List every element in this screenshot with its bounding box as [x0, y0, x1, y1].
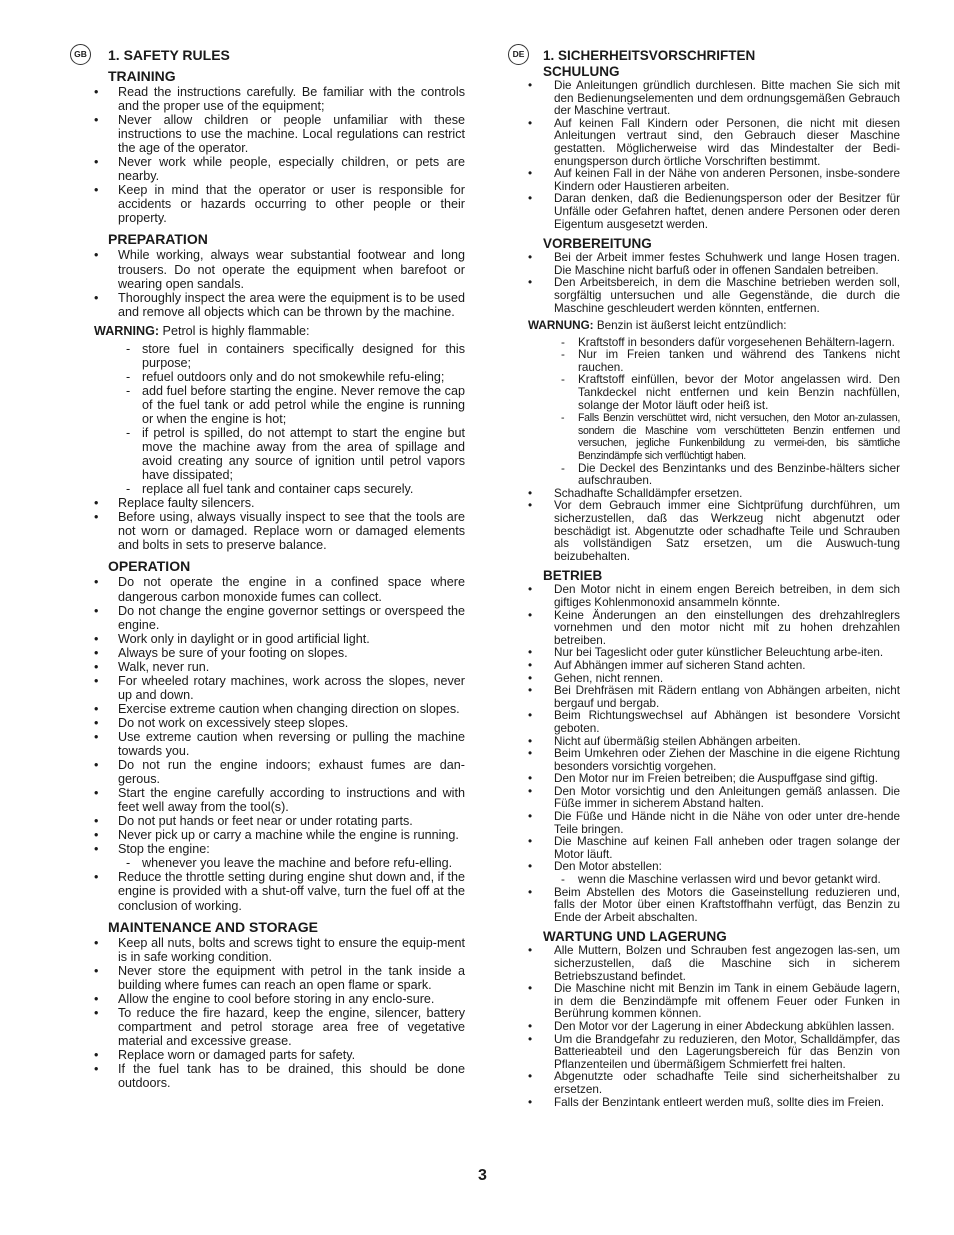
bullet-item: • Keep all nuts, bolts and screws tight to ensure the equip-ment is in safe working condition.: [70, 936, 465, 964]
bullet-item: • Falls der Benzintank entleert werden muß, sollte dies im Freien.: [508, 1097, 900, 1110]
section-heading: OPERATION: [108, 558, 191, 575]
bullet-item: • Alle Muttern, Bolzen und Schrauben fest angezogen las-sen, um sicherzustellen, daß die Maschine sich in sicherem Betriebszustand befindet.: [508, 945, 900, 983]
bullet-item: • Reduce the throttle setting during engine shut down and, if the engine is provided with a shut-off valve, turn the fuel off at the conclusion of working.: [70, 870, 465, 912]
bullet-item: • Schadhafte Schalldämpfer ersetzen.: [508, 488, 900, 501]
bullet-item: • Always be sure of your footing on slopes.: [70, 646, 465, 660]
bullet-item: • Gehen, nicht rennen.: [508, 673, 900, 686]
bullet-item: • Do not change the engine governor settings or overspeed the engine.: [70, 604, 465, 632]
bullet-item: • Exercise extreme caution when changing direction on slopes.: [70, 702, 465, 716]
bullet-item: • Nur bei Tageslicht oder guter künstlicher Beleuchtung arbe-iten.: [508, 647, 900, 660]
bullet-item: • Do not run the engine indoors; exhaust fumes are dan-gerous.: [70, 758, 465, 786]
bullet-item: • Before using, always visually inspect to see that the tools are not worn or damaged. Replace worn or damaged elements and bolts in sets to preserve balance.: [70, 510, 465, 552]
bullet-item: • Walk, never run.: [70, 660, 465, 674]
bullet-item: • Keine Änderungen an den einstellungen des drehzahlreglers vornehmen und den motor nicht mit zu hohen drehzahlen betreiben.: [508, 610, 900, 648]
bullet-item: • Replace worn or damaged parts for safety.: [70, 1048, 465, 1062]
section-training: [70, 69, 465, 225]
language-badge-de: DE: [508, 44, 529, 65]
bullet-item: • Nicht auf übermäßig steilen Abhängen arbeiten.: [508, 736, 900, 749]
dash-item: - if petrol is spilled, do not attempt to start the engine but move the machine away from the area of spillage and avoid creating any source of ignition until petrol vapors have dissipated;: [70, 426, 465, 482]
dash-item: - Nur im Freien tanken und während des Tankens nicht rauchen.: [508, 349, 900, 374]
bullet-item: • Never work while people, especially children, or pets are nearby.: [70, 155, 465, 183]
section-heading: TRAINING: [108, 68, 176, 84]
section-preparation: [70, 232, 465, 552]
dash-item: - Falls Benzin verschüttet wird, nicht versuchen, den Motor an-zulassen, sondern die Maschine vom verschütteten Benzin entfernen und versuchen, jegliche Funkenbildung zu vermei-den, bis sämtliche Benzindämpfe sich verflüchtigt haben.: [508, 412, 900, 462]
bullet-item: • Stop the engine:: [70, 842, 465, 856]
bullet-item: • Die Anleitungen gründlich durchlesen. Bitte machen Sie sich mit den Bedienungselementen und dem ordnungsgemäßen Gebrauch der Maschine vertraut.: [508, 80, 900, 118]
bullet-item: • Do not put hands or feet near or under rotating parts.: [70, 814, 465, 828]
warning-label: WARNUNG:: [528, 319, 594, 333]
bullet-item: • Never allow children or people unfamiliar with these instructions to use the machine. Local regulations can restrict the age of the operator.: [70, 113, 465, 155]
section-list: [70, 69, 465, 1090]
item-list: [508, 945, 900, 1109]
dash-item: - Kraftstoff einfüllen, bevor der Motor angelassen wird. Den Tankdeckel nicht entfernen und kein Benzin nachfüllen, solange der Motor läuft oder heiß ist.: [508, 374, 900, 412]
bullet-item: • Daran denken, daß die Bedienungsperson oder der Besitzer für Unfälle oder Gefahren haftet, denen andere Personen oder deren Eigentum ausgesetzt werden.: [508, 193, 900, 231]
bullet-item: • Work only in daylight or in good artificial light.: [70, 632, 465, 646]
warning-text: Benzin ist äußerst leicht entzündlich:: [593, 319, 787, 333]
bullet-item: • Um die Brandgefahr zu reduzieren, den Motor, Schalldämpfer, das Batterieabteil und den Lagerungsbereich für das Benzin von Pflanzenteilen und übermäßigem Schmierfett frei halten.: [508, 1034, 900, 1072]
bullet-item: • Beim Abstellen des Motors die Gaseinstellung reduzieren und, falls der Motor über einen Kraftstoffhahn verfügt, das Benzin zu Ende der Arbeit abschalten.: [508, 887, 900, 925]
section-betrieb: [508, 568, 900, 924]
bullet-item: • Die Maschine auf keinen Fall anheben oder tragen solange der Motor läuft.: [508, 836, 900, 861]
bullet-item: • Start the engine carefully according to instructions and with feet well away from the tool(s).: [70, 786, 465, 814]
dash-item: - store fuel in containers specifically designed for this purpose;: [70, 342, 465, 370]
dash-item: - replace all fuel tank and container caps securely.: [70, 482, 465, 496]
section-heading: MAINTENANCE AND STORAGE: [108, 918, 319, 935]
dash-item: - add fuel before starting the engine. Never remove the cap of the fuel tank or add petrol while the engine is running or when the engine is hot;: [70, 384, 465, 426]
section-vorbereitung: [508, 236, 900, 563]
section-schulung: [508, 64, 900, 231]
warning-line: [508, 320, 900, 333]
bullet-item: • If the fuel tank has to be drained, this should be done outdoors.: [70, 1062, 465, 1090]
bullet-item: • Abgenutzte oder schadhafte Teile sind sicherheitshalber zu ersetzen.: [508, 1071, 900, 1096]
bullet-item: • Keep in mind that the operator or user is responsible for accidents or hazards occurring to other people or their property.: [70, 183, 465, 225]
bullet-item: • Read the instructions carefully. Be familiar with the controls and the proper use of the equipment;: [70, 85, 465, 113]
bullet-item: • Auf Abhängen immer auf sicheren Stand achten.: [508, 660, 900, 673]
bullet-item: • Replace faulty silencers.: [70, 496, 465, 510]
section-title: 1. SAFETY RULES: [108, 47, 230, 63]
dash-item: - whenever you leave the machine and before refu-elling.: [70, 856, 465, 870]
section-heading: SCHULUNG: [543, 64, 620, 79]
bullet-item: • Den Motor nur im Freien betreiben; die Auspuffgase sind giftig.: [508, 773, 900, 786]
bullet-item: • Den Arbeitsbereich, in dem die Maschine betrieben werden soll, sorgfältig untersuchen und alle Gegenstände, die durch die Maschine geschleudert werden könnten, entfernen.: [508, 277, 900, 315]
bullet-item: • Auf keinen Fall Kindern oder Personen, die nicht mit diesen Anleitungen vertraut sind, den Gebrauch dieser Maschine gestatten. Möglicherweise wird das Mindestalter der Bedi-enungsperson durch örtliche Vorschriften bestimmt.: [508, 118, 900, 168]
item-list: [508, 80, 900, 231]
dash-item: - refuel outdoors only and do not smokewhile refu-eling;: [70, 370, 465, 384]
bullet-item: • Do not operate the engine in a confined space where dangerous carbon monoxide fumes can collect.: [70, 575, 465, 603]
language-badge-gb: GB: [70, 44, 91, 65]
section-title: 1. SICHERHEITSVORSCHRIFTEN: [543, 48, 756, 63]
section-wartung-und-lagerung: [508, 929, 900, 1109]
item-list: [508, 584, 900, 924]
bullet-item: • Die Maschine nicht mit Benzin im Tank in einem Gebäude lagern, in dem die Benzindämpfe mit offenem Feuer oder Funken in Berührung kommen können.: [508, 983, 900, 1021]
bullet-item: • Den Motor abstellen:: [508, 861, 900, 874]
section-heading: BETRIEB: [543, 568, 603, 584]
german-column: [508, 44, 900, 1109]
bullet-item: • Never pick up or carry a machine while the engine is running.: [70, 828, 465, 842]
item-list: [70, 575, 465, 912]
page-number: 3: [478, 1167, 487, 1184]
item-list: [70, 248, 465, 552]
section-list: [508, 64, 900, 1109]
bullet-item: • Beim Umkehren oder Ziehen der Maschine in die eigene Richtung besonders vorsichtig vorgehen.: [508, 748, 900, 773]
warning-label: WARNING:: [94, 323, 160, 338]
warning-text: Petrol is highly flammable:: [159, 323, 310, 338]
section-maintenance-and-storage: [70, 920, 465, 1091]
bullet-item: • While working, always wear substantial footwear and long trousers. Do not operate the equipment when barefoot or wearing open sandals.: [70, 248, 465, 290]
item-list: [70, 936, 465, 1091]
bullet-item: • Bei Drehfräsen mit Rädern entlang von Abhängen arbeiten, nicht bergauf und bergab.: [508, 685, 900, 710]
bullet-item: • Auf keinen Fall in der Nähe von anderen Personen, insbe-sondere Kindern oder Haustieren arbeiten.: [508, 168, 900, 193]
warning-line: [70, 324, 465, 338]
section-heading: VORBEREITUNG: [543, 236, 652, 252]
section-operation: [70, 559, 465, 912]
bullet-item: • Thoroughly inspect the area were the equipment is to be used and remove all objects which can be thrown by the machine.: [70, 291, 465, 319]
bullet-item: • Den Motor vor der Lagerung in einer Abdeckung abkühlen lassen.: [508, 1021, 900, 1034]
bullet-item: • Allow the engine to cool before storing in any enclo-sure.: [70, 992, 465, 1006]
bullet-item: • Vor dem Gebrauch immer eine Sichtprüfung durchführen, um sicherzustellen, daß das Werkzeug nicht abgenutzt oder beschädigt ist. Abgenutzte oder schadhafte Teile und Schrauben als vollständigen Satz ersetzen, um die Auswuch-tung beizubehalten.: [508, 500, 900, 563]
bullet-item: • Do not work on excessively steep slopes.: [70, 716, 465, 730]
bullet-item: • Never store the equipment with petrol in the tank inside a building where fumes can reach an open flame or spark.: [70, 964, 465, 992]
dash-item: - wenn die Maschine verlassen wird und bevor getankt wird.: [508, 874, 900, 887]
bullet-item: • To reduce the fire hazard, keep the engine, silencer, battery compartment and petrol storage area free of vegetative material and excessive grease.: [70, 1006, 465, 1048]
bullet-item: • For wheeled rotary machines, work across the slopes, never up and down.: [70, 674, 465, 702]
item-list: [508, 252, 900, 563]
section-heading: PREPARATION: [108, 231, 208, 248]
dash-item: - Kraftstoff in besonders dafür vorgesehenen Behältern-lagern.: [508, 337, 900, 350]
bullet-item: • Bei der Arbeit immer festes Schuhwerk und lange Hosen tragen. Die Maschine nicht barfuß oder in offenen Sandalen betreiben.: [508, 252, 900, 277]
english-column: [70, 44, 465, 1090]
bullet-item: • Den Motor nicht in einem engen Bereich betreiben, in dem sich giftiges Kohlenmonoxid ansammeln könnte.: [508, 584, 900, 609]
section-heading: WARTUNG UND LAGERUNG: [543, 929, 727, 945]
dash-item: - Die Deckel des Benzintanks und des Benzinbe-hälters sicher aufschrauben.: [508, 463, 900, 488]
bullet-item: • Die Füße und Hände nicht in die Nähe von oder unter dre-hende Teile bringen.: [508, 811, 900, 836]
bullet-item: • Beim Richtungswechsel auf Abhängen ist besondere Vorsicht geboten.: [508, 710, 900, 735]
item-list: [70, 85, 465, 225]
bullet-item: • Den Motor vorsichtig und den Anleitungen gemäß anlassen. Die Füße immer in sicherem Abstand halten.: [508, 786, 900, 811]
bullet-item: • Use extreme caution when reversing or pulling the machine towards you.: [70, 730, 465, 758]
